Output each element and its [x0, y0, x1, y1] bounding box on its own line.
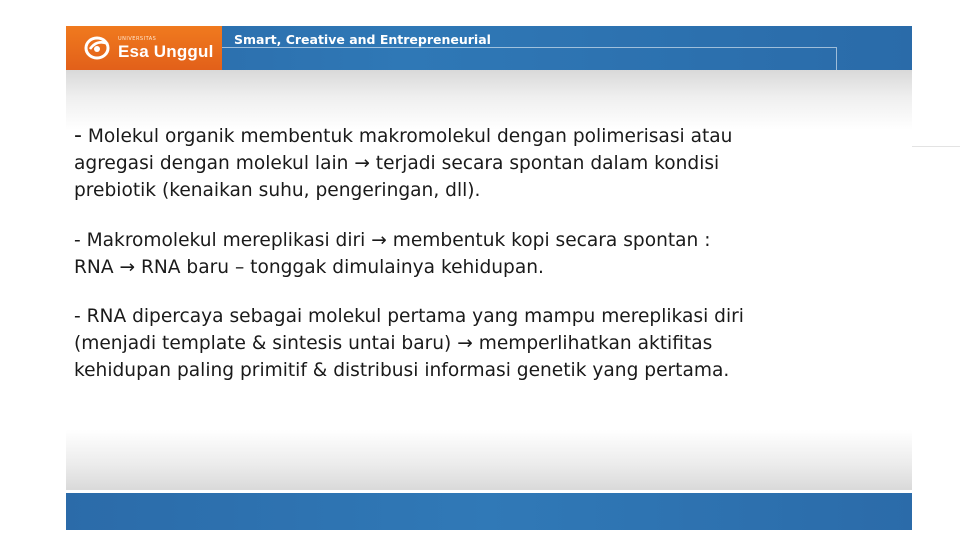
- footer-band: [66, 492, 912, 530]
- slide-body: [74, 122, 904, 406]
- top-shadow-band: [66, 70, 912, 130]
- logo-small-text: UNIVERSITAS: [118, 35, 157, 42]
- tagline: Smart, Creative and Entrepreneurial: [234, 32, 491, 47]
- paragraph-2-line-1: - Makromolekul mereplikasi diri → membentuk kopi secara spontan :: [74, 230, 711, 251]
- paragraph-2: [74, 227, 904, 281]
- bottom-shadow-band: [66, 430, 912, 492]
- logo-text: [118, 37, 214, 60]
- paragraph-2-line-2: RNA → RNA baru – tonggak dimulainya kehidupan.: [74, 257, 544, 278]
- paragraph-3-line-1: - RNA dipercaya sebagai molekul pertama yang mampu mereplikasi diri: [74, 306, 744, 327]
- esa-unggul-logo-icon: [84, 35, 114, 61]
- header-decorative-line: [222, 47, 837, 70]
- paragraph-1: [74, 122, 904, 204]
- decorative-divider: [912, 146, 960, 147]
- bullet-dash: -: [74, 123, 82, 148]
- logo-block: [66, 26, 222, 70]
- paragraph-1-line-1: Molekul organik membentuk makromolekul dengan polimerisasi atau: [81, 126, 733, 147]
- paragraph-3-line-2: (menjadi template & sintesis untai baru) → memperlihatkan aktifitas: [74, 333, 713, 354]
- footer-divider: [66, 490, 912, 493]
- paragraph-1-line-3: prebiotik (kenaikan suhu, pengeringan, dll).: [74, 180, 481, 201]
- logo-name: Esa Unggul: [118, 41, 214, 61]
- paragraph-1-line-2: agregasi dengan molekul lain → terjadi secara spontan dalam kondisi: [74, 153, 720, 174]
- paragraph-3-line-3: kehidupan paling primitif & distribusi informasi genetik yang pertama.: [74, 360, 730, 381]
- paragraph-3: [74, 303, 904, 384]
